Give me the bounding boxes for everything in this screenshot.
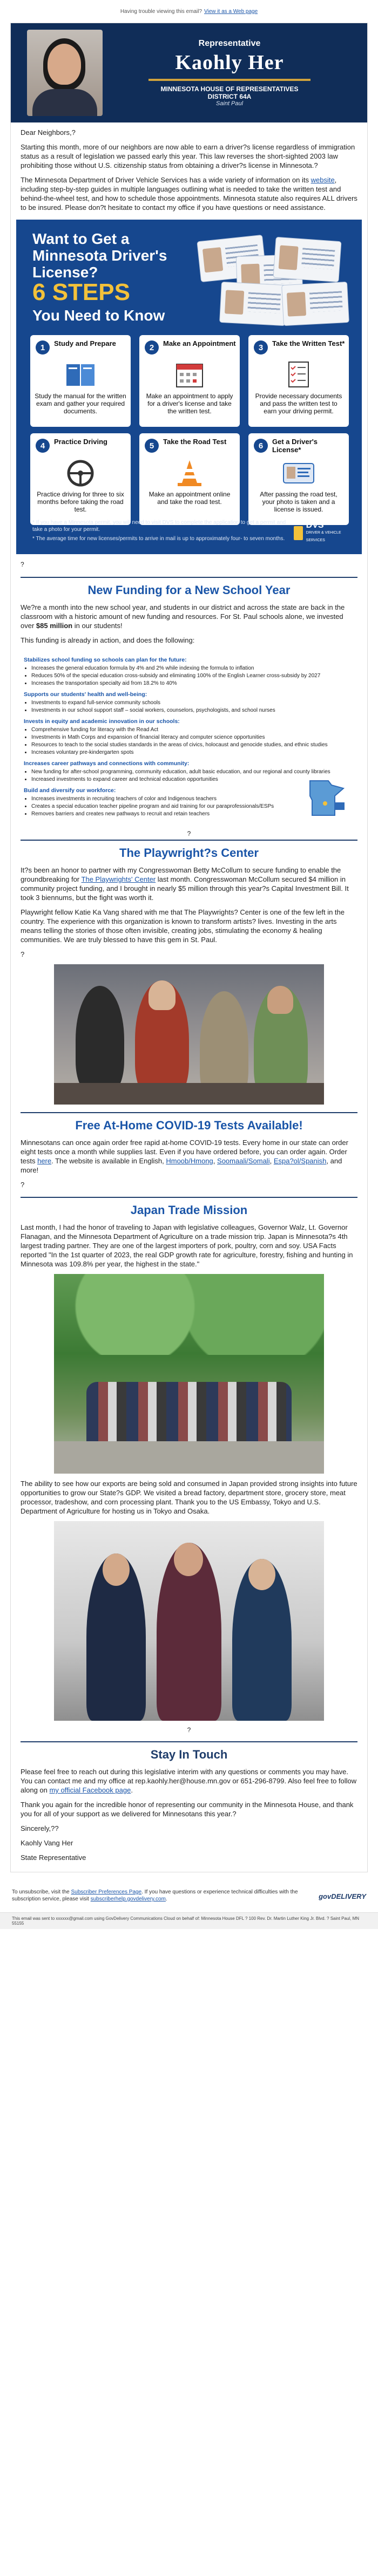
funding-item: • Increases voluntary pre-kindergarten spots <box>31 749 354 756</box>
greeting: Dear Neighbors,? <box>21 128 76 137</box>
funding-paragraph-1: We?re a month into the new school year, and students in our district and across the state are back in the classroom with a historic amount of new funding and resources. For St. Paul schools alone, we invested over $85 million in our students! <box>21 603 345 630</box>
funding-group-title: Increases career pathways and connections with community: <box>24 760 190 767</box>
step-2: 2 Make an Appointment Make an appointment to apply for a driver's license and take the written test. <box>139 335 240 427</box>
hmong-link[interactable]: Hmoob/Hmong <box>166 1157 213 1165</box>
license-cards-illustration <box>199 234 350 325</box>
playwrights-section <box>11 866 367 959</box>
funding-group-title: Build and diversify our workforce: <box>24 787 116 794</box>
funding-item: • Investments to expand full-service community schools <box>31 699 354 706</box>
infographic-heading: Want to Get a Minnesota Driver's License? <box>32 230 167 281</box>
funding-item: • Increases the transportation specialty aid from 18.2% to 40% <box>31 680 354 687</box>
somali-link[interactable]: Soomaali/Somali <box>217 1157 270 1165</box>
intro-paragraph-1: Starting this month, more of our neighbors are now able to earn a driver?s license regardless of immigration status as a result of legislation we passed early this year. This law reverses the short-sighted 2003 law prohibiting those without U.S. citizenship status from obtaining a driver?s license in Minnesota.? <box>21 143 355 169</box>
intro-paragraph-2: The Minnesota Department of Driver Vehicle Services has a wide variety of information on its website, including step-by-step guides in multiple languages outlining what is needed to take the written test and behind-the-wheel test, and how to schedule those appointments. Minnesota statute also requires ALL drivers to be insured. Please don?t hesitate to contact my office if you have questions or need assistance. <box>21 176 357 212</box>
infographic-steps-count: 6 STEPS <box>32 279 130 305</box>
japan-paragraph-2: The ability to see how our exports are being sold and consumed in Japan provided strong insights into future opportunities to grow our State?s GDP. We visited a bread factory, department store, grocery store, meat processor, tradeshow, and corn processing plant. Thank you to the US Embassy, Tokyo and U.S. Department of Agriculture for hosting us in Tokyo and Osaka. <box>21 1480 357 1515</box>
contact-paragraph-2: Thank you again for the incredible honor of representing our community in the Minnesota House, and thank you for all of your support as we delivered for Minnesotans this year.? <box>21 1801 354 1818</box>
signature-role: State Representative <box>21 1853 86 1862</box>
funding-item: • Investments in our school support staff – social workers, counselors, psychologists, and school nurses <box>31 707 354 714</box>
step-4: 4 Practice Driving Practice driving for three to six months before taking the road test. <box>30 433 131 525</box>
japan-group-photo <box>54 1274 324 1474</box>
funding-group-title: Stabilizes school funding so schools can plan for the future: <box>24 657 187 663</box>
banner-city: Saint Paul <box>215 100 244 107</box>
checklist-icon <box>282 360 315 389</box>
subscriber-preferences-link[interactable]: Subscriber Preferences Page <box>71 1889 142 1895</box>
infographic-footnotes: * If you have a Minnesota permit, you will need to visit DVS to complete the application to get a permit and take a photo for your permit. * The average time for new licenses/permits to arrive in mail is up to approximately four- to seven months. <box>32 520 286 542</box>
japan-heading: Japan Trade Mission <box>130 1203 248 1217</box>
banner-name: Kaohly Her <box>175 51 284 74</box>
funding-list <box>21 650 357 820</box>
banner-district: DISTRICT 64A <box>207 93 252 100</box>
subscriber-help-link[interactable]: subscriberhelp.govdelivery.com <box>90 1896 166 1902</box>
spacer-text: ? <box>21 561 24 568</box>
footer-bottom-bar: This email was sent to xxxxxx@gmail.com using GovDelivery Communications Cloud on behalf of: Minnesota House DFL ? 100 Rev. Dr. Martin Luther King Jr. Blvd. ? Saint Paul, MN 55155 <box>0 1912 378 1929</box>
banner-org: MINNESOTA HOUSE OF REPRESENTATIVES <box>160 85 299 93</box>
section-divider <box>21 840 357 841</box>
funding-item: • Removes barriers and creates new pathways to recruit and retain teachers <box>31 810 280 817</box>
minnesota-map-icon <box>305 779 350 819</box>
step-1: 1 Study and Prepare Study the manual for the written exam and gather your required documents. <box>30 335 131 427</box>
funding-item: • Reduces 50% of the special education cross-subsidy and eliminating 100% of the English Learner cross-subsidy by 2027 <box>31 672 354 679</box>
playwrights-paragraph-1: It?s been an honor to partner with my Congresswoman Betty McCollum to secure funding to enable the groundbreaking for The Playwrights' Center last month. Congresswoman McCollum secured $4 million in community project funding, and I brought in nearly $5 million through this year?s Capital Investment Bill. It took 3 biennums, but the fight was worth it. <box>21 866 349 902</box>
header-banner <box>11 23 367 122</box>
book-icon <box>64 360 97 389</box>
preheader-text: Having trouble viewing this email? <box>120 8 202 15</box>
funding-group-title: Invests in equity and academic innovation in our schools: <box>24 718 180 725</box>
section-divider <box>21 1741 357 1742</box>
japan-tradeshow-photo <box>54 1521 324 1721</box>
step-5: 5 Take the Road Test Make an appointment online and take the road test. <box>139 433 240 525</box>
view-web-page-link[interactable]: View it as a Web page <box>204 8 258 15</box>
section-divider <box>21 1112 357 1113</box>
section-divider <box>21 1197 357 1198</box>
spacer-text: ? <box>21 950 25 958</box>
signature-name: Kaohly Vang Her <box>21 1839 73 1847</box>
japan-paragraph-1: Last month, I had the honor of traveling to Japan with legislative colleagues, Governor Walz, Lt. Governor Flanagan, and the Minnesota Department of Agriculture on a trade mission trip. Japan is Minnesota?s 4th largest trading partner. They are one of the largest importers of pork, poultry, corn and soy. USA Facts reported "In the 1st quarter of 2023, the real GDP growth rate for agriculture, forestry, fishing and hunting in Minnesota was 109.8% per year, the highest in the state." <box>21 1223 353 1268</box>
spacer-text: ? <box>187 1726 191 1734</box>
dvs-website-link[interactable]: website <box>310 176 335 184</box>
footer: To unsubscribe, visit the Subscriber Preferences Page. If you have questions or experience technical difficulties with the subscription service, please visit subscriberhelp.govdelivery.com. govDELIVERY <box>12 1889 366 1902</box>
spacer-text: ? <box>21 1181 25 1189</box>
calendar-icon <box>173 360 206 389</box>
order-tests-link[interactable]: here <box>37 1157 52 1165</box>
funding-paragraph-2: This funding is already in action, and does the following: <box>21 636 195 644</box>
covid-section <box>11 1138 367 1189</box>
playwrights-center-link[interactable]: The Playwrights' Center <box>81 875 156 883</box>
contact-heading: Stay In Touch <box>150 1748 228 1761</box>
playwrights-paragraph-2: Playwright fellow Katie Ka Vang shared with me that The Playwrights? Center is one of the few left in the country. The experience with this organization is known to transform artists? lives. Investing in the arts means telling the stories of those often invisible, creating jobs, stimulating the economy & healing communities. We are truly blessed to have this gem in St. Paul. <box>21 908 345 944</box>
japan-section-2 <box>11 1479 367 1516</box>
facebook-page-link[interactable]: my official Facebook page <box>49 1786 131 1794</box>
contact-paragraph-1: Please feel free to reach out during this legislative interim with any questions or comments you may have. You can contact me and my office at rep.kaohly.her@house.mn.gov or 651-296-8799. Also feel free to follow along on my official Facebook page. <box>21 1768 357 1794</box>
infographic-subheading: You Need to Know <box>32 307 165 324</box>
email-body <box>10 23 368 1872</box>
dvs-logo: DVS DRIVER & VEHICLE SERVICES <box>294 524 348 542</box>
spacer-text: ? <box>187 830 191 837</box>
traffic-cone-icon <box>173 458 206 487</box>
banner-divider <box>148 79 310 81</box>
funding-group-title: Supports our students' health and well-being: <box>24 691 147 698</box>
banner-title: Representative <box>198 39 261 48</box>
step-6: 6 Get a Driver's License* After passing the road test, your photo is taken and a license is issued. <box>248 433 349 525</box>
drivers-license-infographic <box>16 220 362 554</box>
intro-section <box>11 128 367 212</box>
funding-section <box>11 603 367 645</box>
japan-section <box>11 1223 367 1269</box>
license-card-icon <box>282 458 315 487</box>
covid-heading: Free At-Home COVID-19 Tests Available! <box>75 1119 303 1132</box>
step-3: 3 Take the Written Test* Provide necessary documents and pass the written test to earn your driving permit. <box>248 335 349 427</box>
steering-wheel-icon <box>64 458 97 487</box>
funding-heading: New Funding for a New School Year <box>87 583 291 597</box>
funding-item: • New funding for after-school programming, community education, adult basic education, and our regional and county libraries <box>31 768 354 775</box>
groundbreaking-photo <box>54 964 324 1105</box>
spanish-link[interactable]: Espa?ol/Spanish <box>273 1157 327 1165</box>
govdelivery-logo[interactable]: govDELIVERY <box>319 1892 366 1900</box>
funding-item: • Creates a special education teacher pipeline program and aid training for our paraprofessionals/ESPs <box>31 803 280 810</box>
representative-photo <box>27 30 103 116</box>
section-divider <box>21 577 357 578</box>
closing: Sincerely,?? <box>21 1824 59 1832</box>
funding-item: • Increases the general education formula by 4% and 2% while indexing the formula to inflation <box>31 665 354 672</box>
funding-item: • Increases investments in recruiting teachers of color and Indigenous teachers <box>31 795 280 802</box>
contact-section <box>11 1767 367 1862</box>
covid-paragraph: Minnesotans can once again order free rapid at-home COVID-19 tests. Every home in our state can order eight tests once a month while supplies last. Even if you have ordered before, you can order again. Order tests here. The website is available in English, Hmoob/Hmong, Soomaali/Somali, Espa?ol/Spanish, and more! <box>21 1139 348 1174</box>
funding-item: • Investments in Math Corps and expansion of financial literacy and computer science opportunities <box>31 734 354 741</box>
funding-item: • Increased investments to expand career and technical education opportunities <box>31 776 354 783</box>
steps-grid <box>30 335 349 525</box>
preheader <box>0 0 378 23</box>
funding-item: • Resources to teach to the social studies standards in the areas of civics, holocaust and genocide studies, and ethnic studies <box>31 741 354 748</box>
funding-item: • Comprehensive funding for literacy with the Read Act <box>31 726 354 733</box>
playwrights-heading: The Playwright?s Center <box>119 846 259 860</box>
